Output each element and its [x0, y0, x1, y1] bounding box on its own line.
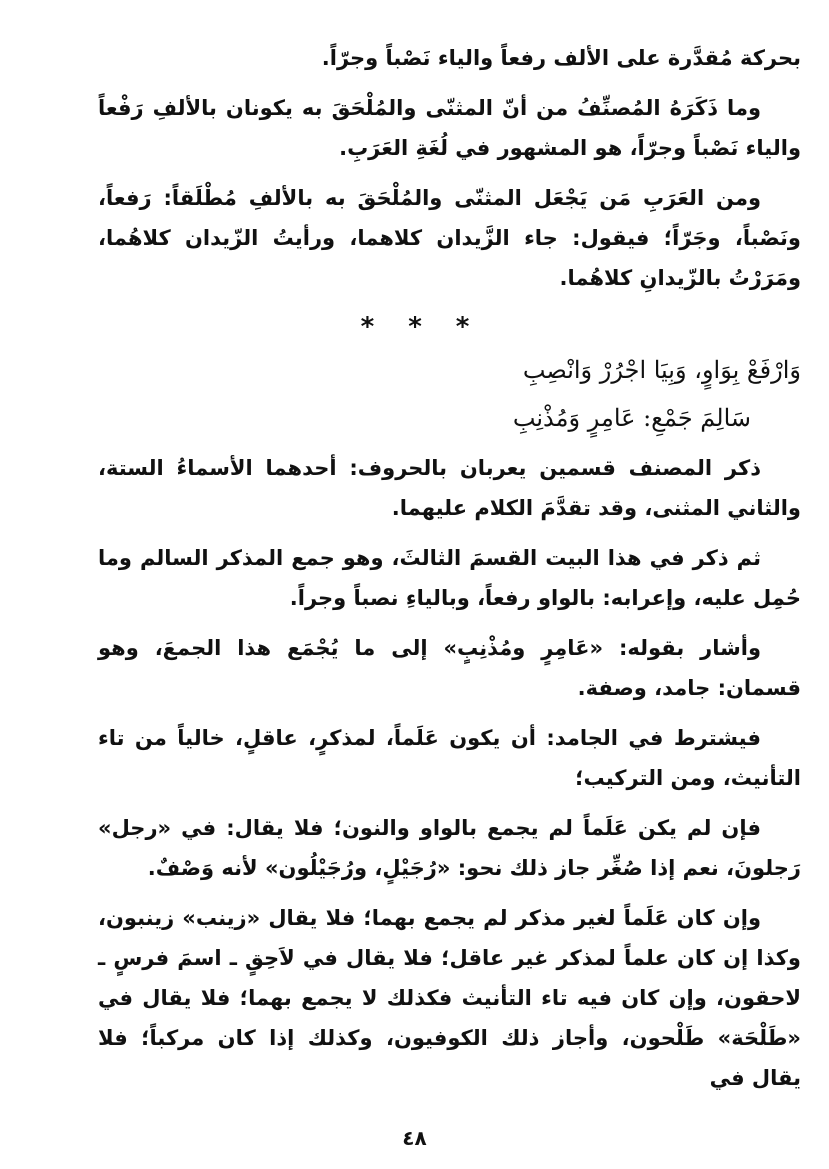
paragraph-2: وما ذَكَرَهُ المُصنِّفُ من أنّ المثنّى والمُلْحَقَ به يكونان بالألفِ رَفْعاً والياء نَصْباً وجرّاً، هو المشهور في لُغَةِ العَرَبِ. — [98, 96, 801, 160]
paragraph-8: فإن لم يكن عَلَماً لم يجمع بالواو والنون؛ فلا يقال: في «رجل» رَجلونَ، نعم إذا صُغِّر جاز ذلك نحو: «رُجَيْلٍ، ورُجَيْلُون» لأنه وَصْفٌ. — [98, 816, 801, 880]
paragraph-1: بحركة مُقدَّرة على الألف رفعاً والياء نَصْباً وجرّاً. — [321, 46, 801, 70]
paragraph-7: فيشترط في الجامد: أن يكون عَلَماً، لمذكرٍ، عاقلٍ، خالياً من تاء التأنيث، ومن التركيب؛ — [98, 726, 801, 790]
bottom-text-block — [98, 448, 801, 1098]
paragraph-6: وأشار بقوله: «عَامِرٍ ومُذْنِبٍ» إلى ما يُجْمَع هذا الجمعَ، وهو قسمان: جامد، وصفة. — [98, 636, 801, 700]
verse-line-2: سَالِمَ جَمْعِ: عَامِرٍ وَمُذْنِبِ — [512, 404, 751, 432]
page-number: ٤٨ — [402, 1126, 427, 1150]
separator-star: * — [408, 312, 422, 342]
top-text-block — [98, 38, 801, 298]
paragraph-4: ذكر المصنف قسمين يعربان بالحروف: أحدهما الأسماءُ الستة، والثاني المثنى، وقد تقدَّمَ الكلام عليهما. — [98, 456, 801, 520]
paragraph-5: ثم ذكر في هذا البيت القسمَ الثالثَ، وهو جمع المذكر السالم وما حُمِل عليه، وإعرابه: بالواو رفعاً، وبالياءِ نصباً وجراً. — [98, 546, 801, 610]
paragraph-3: ومن العَرَبِ مَن يَجْعَل المثنّى والمُلْحَقَ به بالألفِ مُطْلَقاً: رَفعاً، ونَصْباً، وجَرّاً؛ فيقول: جاء الزَّيدان كلاهما، ورأيتُ الزّيدان كلاهُما، ومَرَرْتُ بالزّيدانِ كلاهُما. — [98, 186, 801, 290]
paragraph-9: وإن كان عَلَماً لغير مذكر لم يجمع بهما؛ فلا يقال «زينب» زينبون، وكذا إن كان علماً لمذكر غير عاقل؛ فلا يقال في لاَحِقٍ ـ اسمَ فرسٍ ـ لاحقون، وإن كان فيه تاء التأنيث فكذلك لا يجمع بهما؛ فلا يقال في «طَلْحَة» طَلْحون، وأجاز ذلك الكوفيون، وكذلك إذا كان مركباً؛ فلا يقال في — [98, 906, 801, 1090]
verse-line-1: وَارْفَعْ بِوَاوٍ، وَبِيَا اجْرُرْ وَانْصِبِ — [522, 356, 801, 384]
section-separator — [280, 312, 550, 342]
separator-star: * — [360, 312, 375, 342]
separator-star: * — [455, 312, 470, 342]
